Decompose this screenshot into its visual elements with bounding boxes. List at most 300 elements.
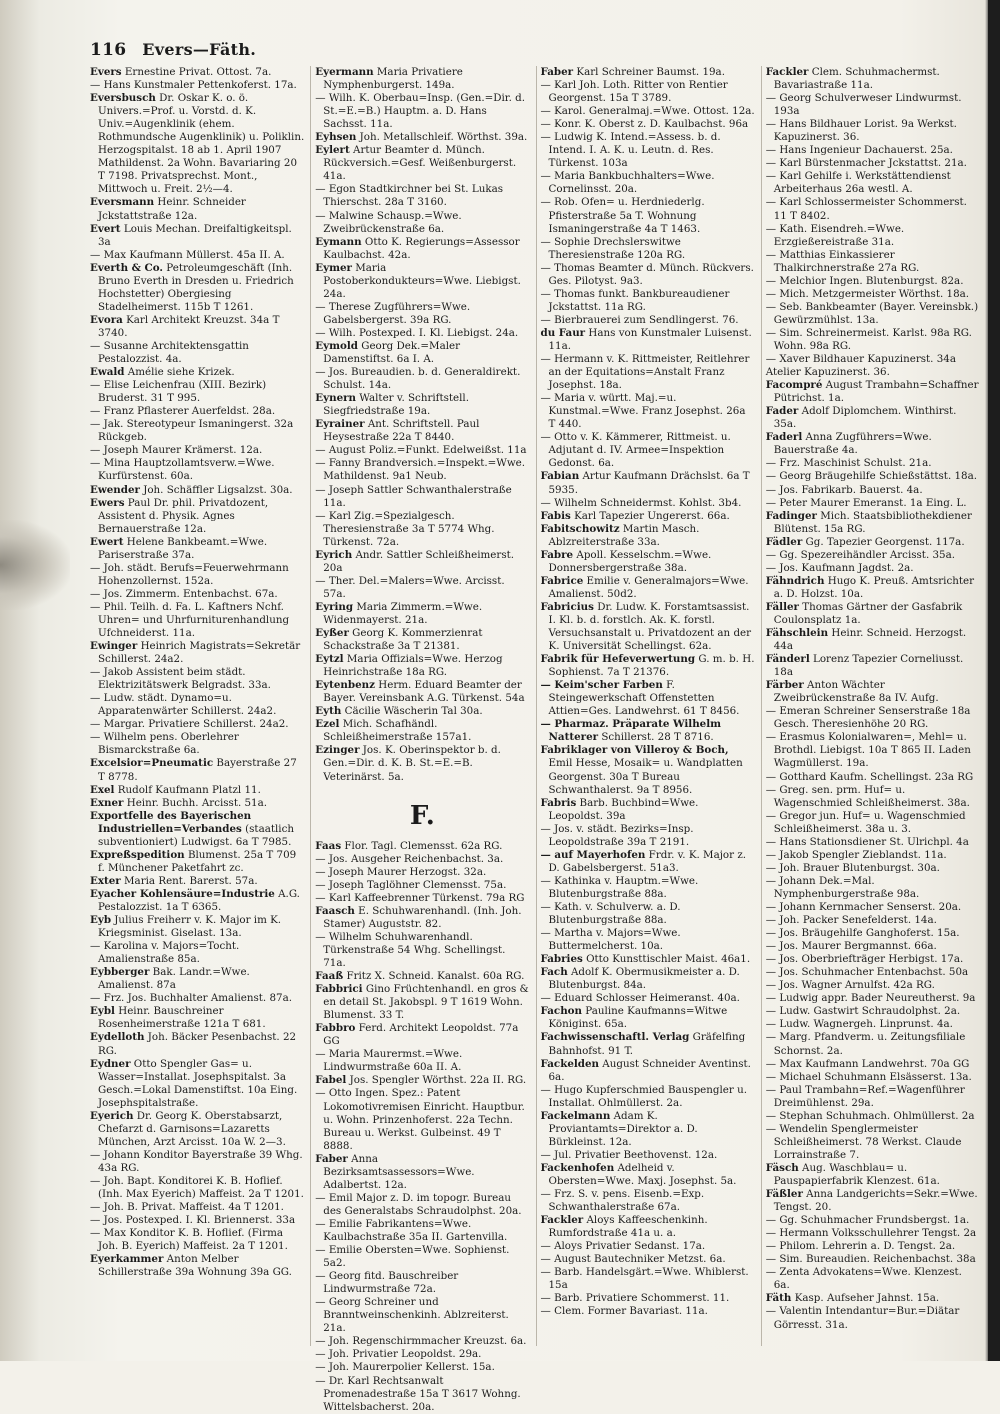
directory-entry <box>315 1335 529 1348</box>
directory-entry <box>541 1005 755 1031</box>
directory-entry <box>766 249 980 275</box>
entry-details: Joh. Bäcker Pesenbachst. 22 RG. <box>98 1031 297 1057</box>
directory-entry <box>90 249 304 262</box>
entry-details: August Schneider Aventinst. 6a. <box>548 1057 751 1083</box>
entry-details: Martin Masch. Ablzreiterstraße 33a. <box>548 522 700 548</box>
entry-details: Pauline Kaufmanns=Witwe Königinst. 65a. <box>548 1005 728 1031</box>
directory-entry <box>90 223 304 249</box>
entry-surname: Eyermann <box>315 66 374 78</box>
directory-entry <box>541 992 755 1005</box>
directory-entry <box>766 1162 980 1188</box>
directory-entry <box>315 340 529 366</box>
entry-details: — Jos. Maurer Bergmannst. 66a. <box>765 940 937 953</box>
directory-entry <box>541 953 755 966</box>
entry-details: — Ludwig K. Intend.=Assess. b. d. Intend. I. A. K. u. Leutn. d. Res. Türkenst. 103a <box>540 131 721 170</box>
directory-entry <box>541 1305 755 1318</box>
entry-surname: Fabries <box>540 953 583 966</box>
entry-details: Bayerstraße 27 T 8778. <box>98 757 297 783</box>
entry-details: — Jakob Assistent beim städt. Elektrizitätswerk Belgradst. 33a. <box>90 666 271 692</box>
entry-surname: Faasch <box>315 904 355 917</box>
entry-details: Rudolf Kaufmann Platzl 11. <box>114 783 261 796</box>
entry-surname: Fackler <box>540 1214 584 1227</box>
directory-entry <box>541 392 755 431</box>
entry-surname: Fach <box>540 966 568 979</box>
entry-surname: Exel <box>90 783 115 796</box>
directory-entry <box>766 1110 980 1123</box>
entry-details: — Barb. Privatiere Schommerst. 11. <box>540 1292 730 1305</box>
entry-details: — Mina Hauptzollamtsverw.=Wwe. Kurfürstenst. 60a. <box>90 457 275 483</box>
directory-entry <box>766 1240 980 1253</box>
entry-details: Joh. Metallschleif. Wörthst. 39a. <box>356 131 528 144</box>
directory-entry <box>315 236 529 262</box>
directory-entry <box>315 1348 529 1361</box>
directory-entry <box>90 497 304 536</box>
directory-entry <box>766 784 980 810</box>
directory-entry <box>315 510 529 549</box>
entry-details: — Joh. B. Privat. Maffeist. 4a T 1201. <box>90 1201 284 1214</box>
directory-entry <box>315 970 529 983</box>
entry-details: — Karl Schlossermeister Schommerst. 11 T 8402. <box>765 196 967 222</box>
directory-entry <box>90 666 304 692</box>
directory-entry <box>541 966 755 992</box>
entry-details: — Hans Kunstmaler Pettenkoferst. 17a. <box>90 79 297 92</box>
entry-details: — Joh. Packer Senefelderst. 14a. <box>765 914 937 927</box>
directory-entry <box>315 1022 529 1048</box>
directory-entry <box>766 484 980 497</box>
entry-surname: Fabel <box>315 1074 347 1087</box>
directory-columns <box>90 66 980 1413</box>
entry-surname: Fabis <box>540 509 571 522</box>
entry-surname: Färber <box>765 679 804 692</box>
directory-entry <box>766 1084 980 1110</box>
directory-entry <box>315 301 529 327</box>
entry-details: — Ludw. Wagnergeh. Linprunst. 4a. <box>765 1018 953 1031</box>
directory-entry <box>766 562 980 575</box>
entry-details: — Maria Bankbuchhalters=Wwe. Cornelinsst. 20a. <box>540 170 715 196</box>
column-3 <box>536 66 755 1346</box>
entry-details: Hans von Kunstmaler Luisenst. 11a. <box>548 326 752 352</box>
entry-details: Louis Mechan. Dreifaltigkeitspl. 3a <box>98 222 292 248</box>
entry-details: — Max Kaufmann Landwehrst. 70a GG <box>765 1057 970 1070</box>
directory-entry <box>90 888 304 914</box>
entry-details: Anna Zugführers=Wwe. Bauerstraße 4a. <box>773 431 932 457</box>
directory-entry <box>766 379 980 405</box>
entry-details: — Karolina v. Majors=Tocht. Amalienstraße 85a. <box>90 940 240 966</box>
directory-entry <box>766 1292 980 1305</box>
entry-details: Adelheid v. Obersten=Wwe. Maxj. Josephst. 5a. <box>548 1161 737 1187</box>
entry-details: Maria Zimmerm.=Wwe. Widenmayerst. 21a. <box>323 600 483 626</box>
entry-details: Ferd. Architekt Leopoldst. 77a GG <box>323 1022 519 1048</box>
directory-entry <box>90 457 304 483</box>
entry-details: — Michael Schuhmann Elsässerst. 13a. <box>765 1070 972 1083</box>
entry-details: — Gregor jun. Huf= u. Wagenschmied Schleißheimerst. 38a u. 3. <box>765 809 966 835</box>
entry-details: — Erasmus Kolonialwaren=, Mehl= u. Brothdl. Liebigst. 10a T 865 II. Laden Wagmüllerst. 19a. <box>765 731 971 770</box>
directory-entry <box>541 1162 755 1188</box>
binding-clip-shadow <box>0 520 70 610</box>
entry-details: Dr. Georg K. Oberstabsarzt, Chefarzt d. Garnisons=Lazaretts München, Arzt Arcisst. 10a W. 2—3. <box>98 1109 286 1148</box>
directory-entry <box>766 536 980 549</box>
entry-details: — Wendelin Spenglermeister Schleißheimerst. 78 Werkst. Claude Lorrainstraße 7. <box>765 1122 962 1161</box>
directory-entry <box>90 601 304 640</box>
directory-entry <box>766 327 980 353</box>
entry-surname: Exter <box>90 874 121 887</box>
entry-details: Aloys Kaffeeschenkinh. Rumfordstraße 41a u. a. <box>548 1214 708 1240</box>
entry-surname: Fähndrich <box>765 574 825 587</box>
directory-entry <box>90 1253 304 1279</box>
directory-entry <box>766 170 980 196</box>
directory-entry <box>766 875 980 901</box>
directory-entry <box>90 992 304 1005</box>
entry-surname: Eyßer <box>315 627 349 640</box>
entry-surname: Fabitschowitz <box>540 522 620 535</box>
entry-details: — Frz. S. v. pens. Eisenb.=Exp. Schwanthalerstraße 67a. <box>540 1188 705 1214</box>
directory-entry <box>315 744 529 783</box>
directory-entry <box>90 731 304 757</box>
entry-details: — Stephan Schuhmach. Ohlmüllerst. 2a <box>765 1109 975 1122</box>
entry-details: Clem. Schuhmachermst. Bavariastraße 11a. <box>773 66 940 92</box>
directory-entry <box>90 966 304 992</box>
directory-entry <box>315 144 529 183</box>
entry-details: — Seb. Bankbeamter (Bayer. Vereinsbk.) Gewürzmühlst. 13a. <box>765 300 979 326</box>
entry-details: Adolf Diplomchem. Winthirst. 35a. <box>773 405 957 431</box>
directory-entry <box>541 1188 755 1214</box>
entry-details: — Joh. Regenschirmmacher Kreuzst. 6a. <box>315 1335 527 1348</box>
directory-entry <box>90 418 304 444</box>
directory-entry <box>541 653 755 679</box>
entry-details: — Karl Bürstenmacher Jckstattst. 21a. <box>765 157 967 170</box>
entry-details: — Joh. städt. Berufs=Feuerwehrmann Hohenzollernst. 152a. <box>90 561 289 587</box>
directory-entry <box>315 575 529 601</box>
entry-surname: Fackler <box>765 66 809 78</box>
entry-details: (staatlich subventioniert) Ludwigst. 6a T 7985. <box>98 822 294 848</box>
directory-entry <box>766 1071 980 1084</box>
entry-surname: Ezinger <box>315 744 360 757</box>
directory-entry <box>766 1253 980 1266</box>
directory-entry <box>315 210 529 236</box>
entry-details: — Joseph Maurer Krämerst. 12a. <box>90 444 263 457</box>
entry-surname: Fäsch <box>765 1161 799 1174</box>
entry-details: — Kath. v. Schulverw. a. D. Blutenburgstraße 88a. <box>540 901 681 927</box>
directory-entry <box>90 405 304 418</box>
directory-entry <box>766 914 980 927</box>
directory-entry <box>541 875 755 901</box>
directory-entry <box>90 718 304 731</box>
directory-entry <box>315 705 529 718</box>
entry-surname: Fäller <box>765 600 799 613</box>
directory-entry <box>315 866 529 879</box>
directory-entry <box>90 1201 304 1214</box>
entry-details: — Sophie Drechslerswitwe Theresienstraße 120a RG. <box>540 235 686 261</box>
entry-surname: Exner <box>90 796 124 809</box>
entry-details: Anna Landgerichts=Sekr.=Wwe. Tengst. 20. <box>773 1188 978 1214</box>
entry-details: — Jos. Postexped. I. Kl. Briennerst. 33a <box>90 1214 296 1227</box>
entry-details: Joh. Schäffler Ligsalzst. 30a. <box>139 483 293 496</box>
entry-surname: Faas <box>315 839 342 852</box>
directory-entry <box>541 1149 755 1162</box>
entry-surname: Eymold <box>315 339 358 352</box>
entry-details: — Zenta Advokatens=Wwe. Klenzest. 6a. <box>765 1266 962 1292</box>
entry-details: Paul Dr. phil. Privatdozent, Assistent d. Physik. Agnes Bernauerstraße 12a. <box>98 496 269 535</box>
entry-details: — Karl Kaffeebrenner Türkenst. 79a RG <box>315 891 525 904</box>
directory-entry <box>315 1375 529 1414</box>
entry-surname: Ewald <box>90 366 125 379</box>
entry-details: — Jak. Stereotypeur Ismaningerst. 32a Rückgeb. <box>90 418 294 444</box>
directory-entry <box>766 470 980 483</box>
directory-entry <box>541 105 755 118</box>
entry-details: Anna Bezirksamtsassessors=Wwe. Adalbertst. 12a. <box>323 1152 475 1191</box>
entry-surname: Fabrice <box>540 574 584 587</box>
column-4 <box>761 66 980 1346</box>
directory-entry <box>90 1110 304 1149</box>
entry-details: — Malwine Schausp.=Wwe. Zweibrückenstraße 6a. <box>315 209 462 235</box>
directory-entry <box>315 653 529 679</box>
directory-entry <box>90 875 304 888</box>
entry-details: — Wilhelm Schuhwarenhandl. Türkenstraße 54 Whg. Schellingst. 71a. <box>315 930 506 969</box>
entry-details: — Georg Schulverweser Lindwurmst. 193a <box>765 92 962 118</box>
entry-details: — Joseph Taglöhner Clemensst. 75a. <box>315 878 507 891</box>
directory-entry <box>766 353 980 366</box>
entry-details: Mich. Staatsbibliothekdiener Blütenst. 15a RG. <box>773 509 972 535</box>
entry-details: Walter v. Schriftstell. Siegfriedstraße 19a. <box>323 392 469 418</box>
directory-entry <box>766 405 980 431</box>
entry-details: Maria Offizials=Wwe. Herzog Heinrichstraße 18a RG. <box>323 653 503 679</box>
entry-details: — Frz. Maschinist Schulst. 21a. <box>765 457 932 470</box>
directory-entry <box>766 431 980 457</box>
directory-entry <box>315 879 529 892</box>
directory-entry <box>315 262 529 301</box>
entry-surname: Fabbrici <box>315 983 363 996</box>
directory-entry <box>315 1074 529 1087</box>
directory-entry <box>541 1292 755 1305</box>
directory-entry <box>90 314 304 340</box>
entry-details: — Sim. Bureaudien. Reichenbachst. 38a <box>765 1253 976 1266</box>
entry-surname: Faderl <box>765 431 803 444</box>
entry-surname: Ezel <box>315 718 340 731</box>
directory-entry <box>315 679 529 705</box>
entry-details: — Maria v. württ. Maj.=u. Kunstmal.=Wwe. Franz Josephst. 26a T 440. <box>540 392 746 431</box>
directory-entry <box>90 66 304 79</box>
entry-details: — Wilhelm pens. Oberlehrer Bismarckstraße 6a. <box>90 731 239 757</box>
entry-details: — Emilie Fabrikantens=Wwe. Kaulbachstraße 35a II. Gartenvilla. <box>315 1217 508 1243</box>
entry-details: Flor. Tagl. Clemensst. 62a RG. <box>341 839 503 852</box>
directory-entry <box>766 862 980 875</box>
entry-surname: Fackelden <box>540 1057 600 1070</box>
entry-surname: Ewers <box>90 496 125 509</box>
section-letter-heading: F. <box>409 800 435 831</box>
entry-details: — Ludwig appr. Bader Neureutherst. 9a <box>765 992 976 1005</box>
directory-entry <box>90 849 304 875</box>
entry-details: — Georg fitd. Bauschreiber Lindwurmstraße 72a. <box>315 1270 459 1296</box>
directory-entry <box>766 301 980 327</box>
entry-details: August Trambahn=Schaffner Pütrichst. 1a. <box>773 379 979 405</box>
directory-entry <box>541 314 755 327</box>
entry-details: — Hermann Volksschullehrer Tengst. 2a <box>765 1227 977 1240</box>
directory-entry <box>315 484 529 510</box>
directory-entry <box>766 771 980 784</box>
directory-entry <box>90 444 304 457</box>
entry-details: — Wilh. K. Oberbau=Insp. (Gen.=Dir. d. St.=E.=B.) Hauptm. a. D. Hans Sachsst. 11a. <box>315 92 526 131</box>
directory-entry <box>90 340 304 366</box>
directory-entry <box>541 549 755 575</box>
directory-entry <box>541 262 755 288</box>
entry-details: Karl Tapezier Ungererst. 66a. <box>570 509 730 522</box>
entry-surname: Ewert <box>90 535 124 548</box>
directory-entry <box>90 196 304 222</box>
entry-details: — Karl Zig.=Spezialgesch. Theresienstraße 3a T 5774 Whg. Türkenst. 72a. <box>315 509 495 548</box>
directory-entry <box>766 549 980 562</box>
entry-details: Heinr. Buchh. Arcisst. 51a. <box>123 796 268 809</box>
directory-entry <box>541 470 755 496</box>
directory-entry <box>90 79 304 92</box>
directory-entry <box>766 1266 980 1292</box>
directory-entry <box>315 418 529 444</box>
entry-details: — Jos. Oberbriefträger Herbigst. 17a. <box>765 953 964 966</box>
directory-entry <box>541 1266 755 1292</box>
entry-details: — Franz Pflasterer Auerfeldst. 28a. <box>90 405 276 418</box>
directory-entry <box>90 92 304 196</box>
entry-details: Heinr. Bauschreiner Rosenheimerstraße 121a T 681. <box>98 1005 266 1031</box>
entry-details: — Philom. Lehrerin a. D. Tengst. 2a. <box>765 1240 956 1253</box>
directory-entry <box>766 196 980 222</box>
entry-surname: Eydner <box>90 1057 131 1070</box>
entry-details: — Bierbrauerei zum Sendlingerst. 76. <box>540 313 739 326</box>
entry-details: Gräfelfing Bahnhofst. 91 T. <box>548 1031 746 1057</box>
entry-surname: Fäßler <box>765 1188 803 1201</box>
entry-details: — Jos. Wagner Arnulfst. 42a RG. <box>765 979 935 992</box>
directory-entry <box>90 1227 304 1253</box>
directory-entry <box>315 327 529 340</box>
entry-surname: Fadinger <box>765 509 817 522</box>
entry-details: — Jos. Bureaudien. b. d. Generaldirekt. Schulst. 14a. <box>315 366 521 392</box>
entry-details: — Ludw. Gastwirt Schraudolphst. 2a. <box>765 1005 961 1018</box>
entry-details: — Jul. Privatier Beethovenst. 12a. <box>540 1148 718 1161</box>
entry-details: Schillerst. 28 T 8716. <box>598 731 714 744</box>
entry-details: — Jos. Fabrikarb. Bauerst. 4a. <box>765 483 923 496</box>
entry-surname: Facompré <box>765 379 823 392</box>
directory-entry <box>90 588 304 601</box>
directory-entry <box>90 379 304 405</box>
directory-entry <box>541 170 755 196</box>
entry-details: — Joh. Privatier Leopoldst. 29a. <box>315 1348 482 1361</box>
directory-entry <box>315 1218 529 1244</box>
page-number: 116 <box>90 40 127 60</box>
entry-surname: Fabre <box>540 548 574 561</box>
entry-surname: Faaß <box>315 970 344 983</box>
directory-entry <box>766 849 980 862</box>
entry-surname: Fackelmann <box>540 1109 611 1122</box>
column-2 <box>310 66 529 1413</box>
entry-details: Helene Bankbeamt.=Wwe. Pariserstraße 37a. <box>98 535 268 561</box>
directory-entry <box>315 1048 529 1074</box>
entry-details: — Marg. Pfandverm. u. Zeitungsfiliale Schornst. 2a. <box>765 1031 966 1057</box>
directory-entry <box>541 823 755 849</box>
entry-details: — Ludw. städt. Dynamo=u. Apparatenwärter Schillerst. 24a2. <box>90 692 277 718</box>
entry-surname: Eyrainer <box>315 418 365 431</box>
directory-entry <box>541 797 755 823</box>
entry-details: — Greg. sen. prm. Huf= u. Wagenschmied Schleißheimerst. 38a. <box>765 783 970 809</box>
directory-entry <box>315 627 529 653</box>
directory-entry <box>766 927 980 940</box>
directory-entry <box>315 444 529 457</box>
entry-details: — Joseph Maurer Herzogst. 32a. <box>315 865 487 878</box>
entry-details: Herm. Eduard Beamter der Bayer. Vereinsbank A.G. Türkenst. 54a <box>323 679 525 705</box>
entry-details: — Hans Bildhauer Lorist. 9a Werkst. Kapuzinerst. 36. <box>765 118 957 144</box>
entry-details: Jos. Spengler Wörthst. 22a II. RG. <box>346 1074 527 1087</box>
directory-entry <box>766 1058 980 1071</box>
directory-entry <box>90 562 304 588</box>
entry-details: — Karl Gehilfe i. Werkstättendienst Arbeiterhaus 26a westl. A. <box>765 170 951 196</box>
entry-surname: Fänderl <box>765 653 810 666</box>
entry-details: Cäcilie Wäscherin Tal 30a. <box>341 705 483 718</box>
entry-details: Anton Melber Schillerstraße 39a Wohnung 39a GG. <box>98 1253 292 1279</box>
entry-details: — Eduard Schlosser Heimeranst. 40a. <box>540 992 740 1005</box>
entry-details: — Hans Ingenieur Dachauerst. 25a. <box>765 144 953 157</box>
directory-entry <box>315 1244 529 1270</box>
directory-entry <box>766 1227 980 1240</box>
entry-surname: Eybl <box>90 1005 115 1018</box>
directory-entry <box>90 914 304 940</box>
directory-entry <box>90 366 304 379</box>
entry-surname: Eytenbenz <box>315 679 375 692</box>
entry-details: — Kathinka v. Hauptm.=Wwe. Blutenburgstraße 88a. <box>540 874 699 900</box>
entry-surname: Fäth <box>765 1292 792 1305</box>
entry-details: — Thomas funkt. Bankbureaudiener Jckstattst. 11a RG. <box>540 287 730 313</box>
directory-entry <box>766 940 980 953</box>
entry-details: Anton Wächter Zweibrückenstraße 8a IV. Aufg. <box>773 679 939 705</box>
directory-entry <box>766 118 980 144</box>
directory-entry <box>315 840 529 853</box>
directory-entry <box>541 118 755 131</box>
directory-entry <box>541 1031 755 1057</box>
directory-entry <box>315 1153 529 1192</box>
entry-details: — Susanne Architektensgattin Pestalozzist. 4a. <box>90 339 249 366</box>
entry-details: A.G. Pestalozzist. 1a T 6365. <box>98 887 300 913</box>
directory-entry <box>90 797 304 810</box>
directory-entry <box>766 1305 980 1331</box>
entry-details: — Melchior Ingen. Blutenburgst. 82a. <box>765 274 964 287</box>
entry-details: — Wilh. Postexped. I. Kl. Liebigst. 24a. <box>315 326 519 339</box>
entry-details: — Hans Stationsdiener St. Ulrichpl. 4a <box>765 835 969 848</box>
entry-details: — Peter Maurer Emeranst. 1a Eing. L. <box>765 496 967 509</box>
directory-entry <box>90 784 304 797</box>
entry-details: Aug. Waschblau= u. Pauspapierfabrik Klenzest. 61a. <box>773 1161 940 1187</box>
entry-details: — Xaver Bildhauer Kapuzinerst. 34a <box>765 353 956 366</box>
page-header <box>90 40 970 64</box>
entry-surname: Eyth <box>315 705 342 718</box>
entry-details: — Therese Zugführers=Wwe. Gabelsbergerst. 39a RG. <box>315 300 471 326</box>
entry-surname: Eybberger <box>90 966 150 979</box>
directory-entry <box>766 510 980 536</box>
directory-entry <box>541 353 755 392</box>
directory-entry <box>766 601 980 627</box>
entry-surname: — Keim'scher Farben <box>540 679 663 692</box>
entry-details: — Rob. Ofen= u. Herdniederlg. Pfisterstraße 5a T. Wohnung Ismaningerstraße 4a T 1463. <box>540 196 705 235</box>
directory-entry <box>315 905 529 931</box>
entry-surname: Eymer <box>315 261 352 274</box>
directory-entry <box>90 262 304 314</box>
entry-surname: Fabriklager von Villeroy & Boch, <box>540 744 729 757</box>
entry-details: Amélie siehe Krizek. <box>124 366 235 379</box>
entry-surname: Exportfelle des Bayerischen Industriellen=Verbandes <box>90 809 252 835</box>
directory-entry <box>766 457 980 470</box>
entry-details: — Jos. Schuhmacher Entenbachst. 50a <box>765 966 969 979</box>
entry-surname: Fabrik für Hefeverwertung <box>540 653 696 666</box>
entry-details: Atelier Kapuzinerst. 36. <box>765 366 890 379</box>
entry-details: — Johann Konditor Bayerstraße 39 Whg. 43a RG. <box>90 1148 303 1174</box>
entry-details: Adolf K. Obermusikmeister a. D. Blutenburgst. 84a. <box>548 966 740 992</box>
entry-details: Dr. Ludw. K. Forstamtsassist. I. Kl. b. d. forstlch. Ak. K. forstl. Versuchsanstalt u. Privatdozent an der K. Universität Schellingst. 62a. <box>548 600 752 653</box>
directory-entry <box>766 144 980 157</box>
